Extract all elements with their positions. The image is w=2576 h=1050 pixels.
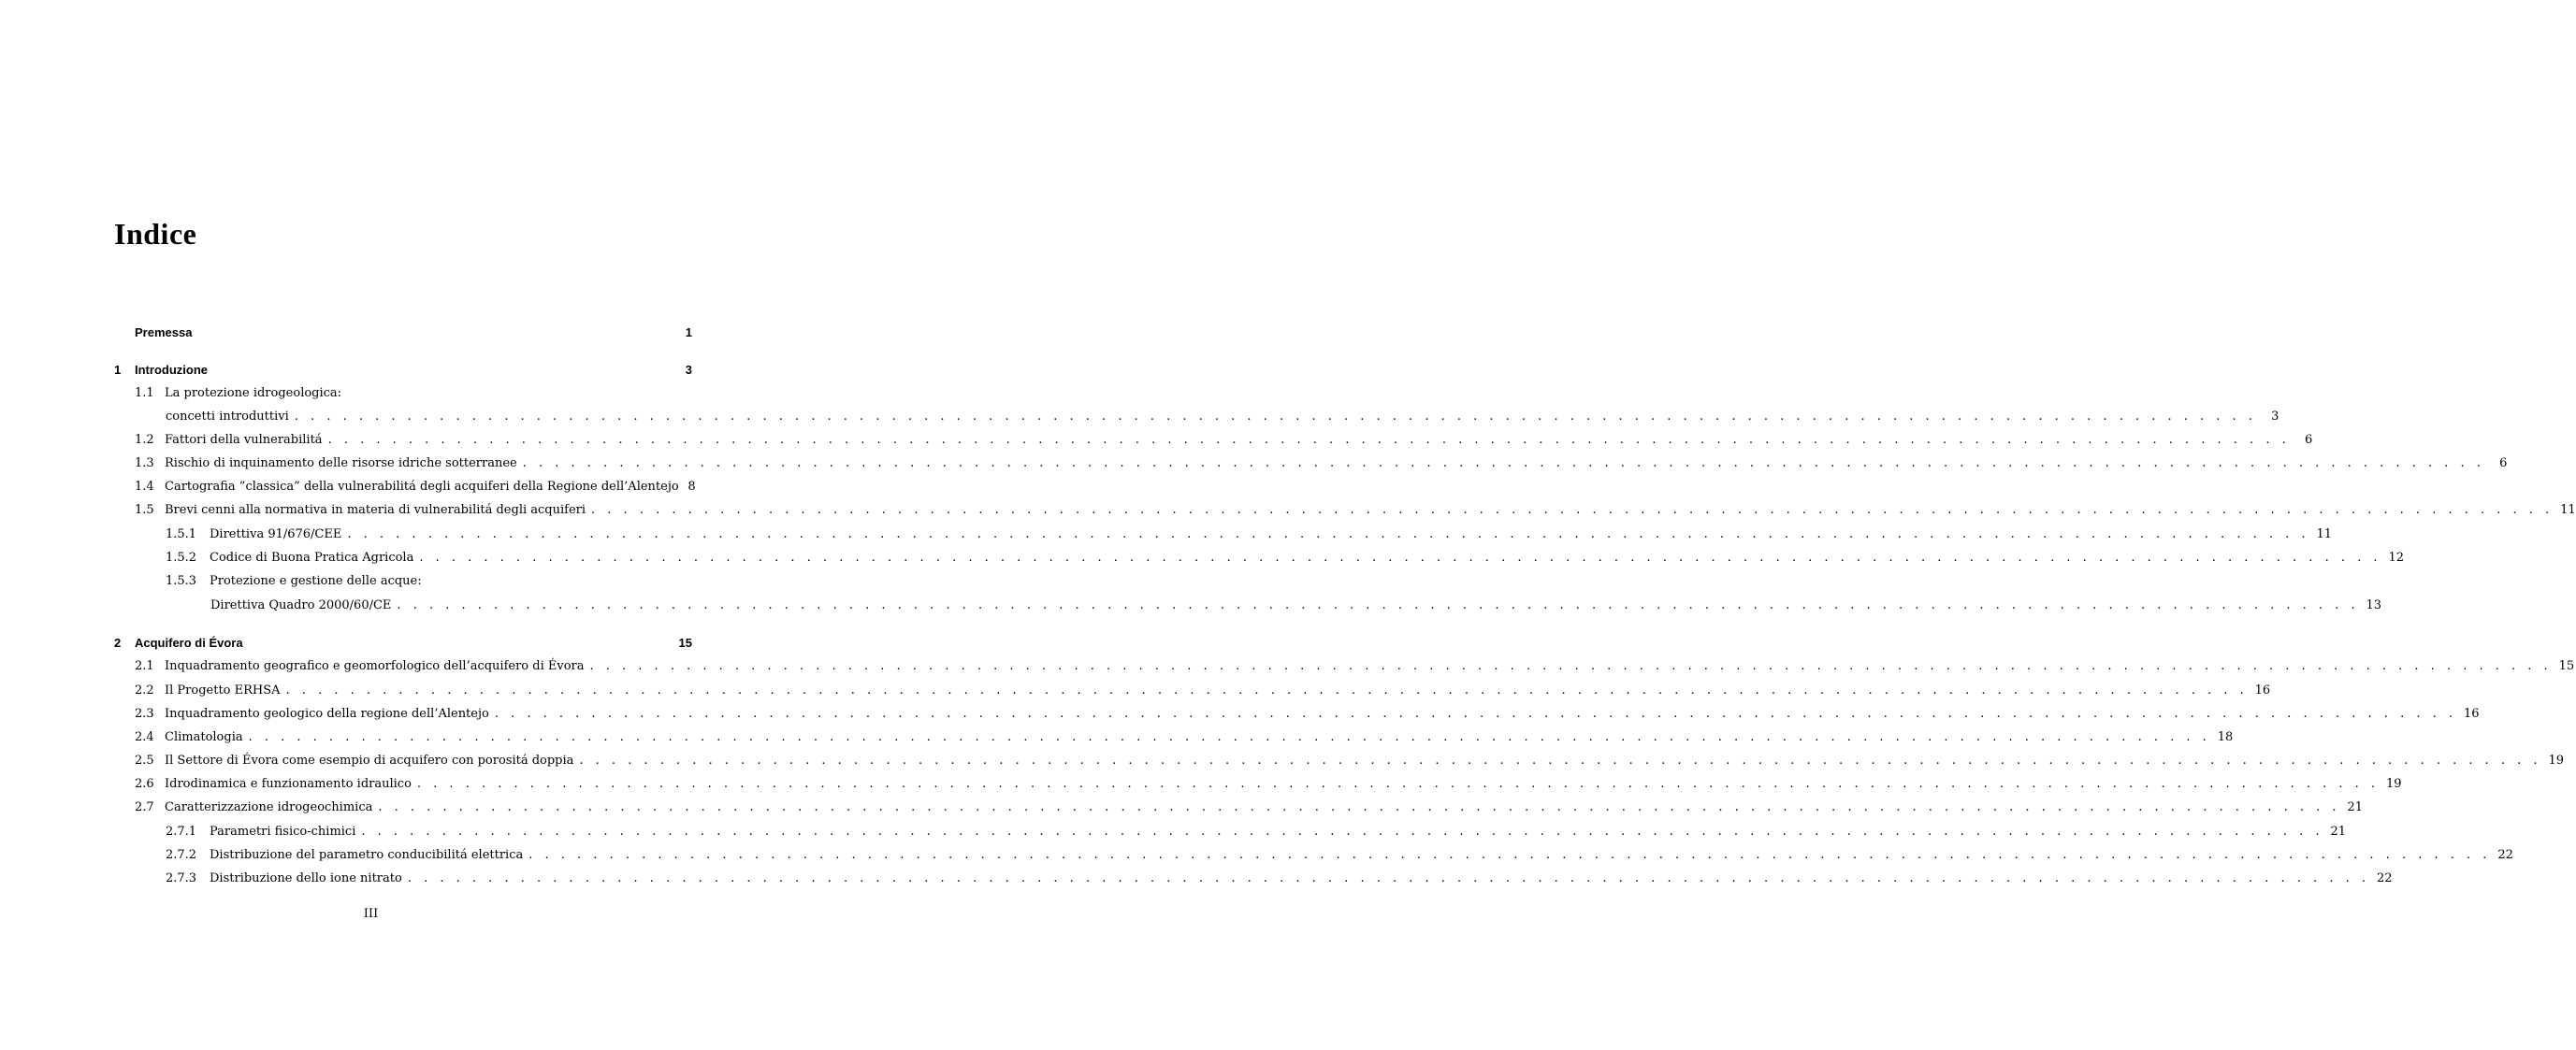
toc-entry-number: 2.5	[135, 754, 154, 768]
toc-entry[interactable]	[114, 433, 2313, 452]
toc-entry-title: Inquadramento geografico e geomorfologico dell’acquifero di Évora	[165, 659, 585, 673]
toc-entry[interactable]	[114, 456, 2508, 475]
toc-entry-page: 1	[685, 325, 692, 339]
toc-entry[interactable]	[114, 551, 2404, 569]
toc-leader-dots: . . . . . . . . . . . . . . . . . . . . . . . . . . . . . . . . . . . . . . . . . . . . . . . . . . . . . . . . . . . . . . . . . . . . . . . . . . . . . . . . . . . . . . . . . . . . . . . . . . . . . . . . . . . . . . . . . . . . . . . . . .	[591, 503, 2554, 517]
toc-entry[interactable]	[114, 636, 692, 654]
toc-entry[interactable]	[114, 777, 2402, 796]
toc-entry-title: Climatologia	[165, 730, 243, 744]
toc-entry-number: 2	[114, 636, 122, 650]
toc-entry-number: 1.2	[135, 433, 154, 447]
toc-entry-page: 21	[2347, 800, 2364, 814]
toc-entry-title: Cartografia ”classica” della vulnerabilitá degli acquiferi della Regione dell’Alentejo	[165, 480, 679, 494]
toc-entry-title: Idrodinamica e funzionamento idraulico	[165, 777, 412, 791]
toc-entry-number: 1.5.2	[166, 551, 197, 565]
toc-entry-page: 16	[2463, 707, 2480, 721]
toc-entry-title: Caratterizzazione idrogeochimica	[165, 800, 373, 814]
toc-entry-page: 21	[2330, 825, 2347, 839]
toc-entry-title: Il Progetto ERHSA	[165, 683, 281, 698]
toc-entry[interactable]	[114, 825, 2347, 843]
toc-entry-number: 1.5.1	[166, 527, 197, 541]
toc-entry-number: 2.7	[135, 800, 154, 814]
toc-entry-number: 2.7.1	[166, 825, 197, 839]
toc-entry-page: 6	[2304, 433, 2313, 447]
toc-leader-dots: . . . . . . . . . . . . . . . . . . . . . . . . . . . . . . . . . . . . . . . . . . . . . . . . . . . . . . . . . . . . . . . . . . . . . . . . . . . . . . . . . . . . . . . . . . . . . . . . . . . . . . . . . . . . . . . . . . . . . . . . . .	[407, 871, 2370, 885]
toc-entry-page: 18	[2217, 730, 2234, 744]
toc-leader-dots: . . . . . . . . . . . . . . . . . . . . . . . . . . . . . . . . . . . . . . . . . . . . . . . . . . . . . . . . . . . . . . . . . . . . . . . . . . . . . . . . . . . . . . . . . . . . . . . . . . . . . . . . . . . . . . . . . . . . . . . . . .	[248, 730, 2211, 744]
page-title: Indice	[114, 217, 197, 251]
toc-entry-page: 6	[2499, 456, 2508, 470]
toc-entry-title: Direttiva Quadro 2000/60/CE	[210, 598, 392, 612]
toc-entry[interactable]	[114, 730, 2234, 749]
toc-entry-page: 8	[687, 480, 696, 494]
toc-entry-title: Brevi cenni alla normativa in materia di vulnerabilitá degli acquiferi	[165, 503, 586, 517]
toc-entry-number: 1.5	[135, 503, 154, 517]
toc-entry-number: 1.3	[135, 456, 154, 470]
toc-entry[interactable]	[114, 659, 2575, 678]
toc-entry-title: Premessa	[135, 325, 193, 339]
toc-entry-title: Parametri fisico-chimici	[210, 825, 356, 839]
toc-entry-number: 2.4	[135, 730, 154, 744]
toc-entry-page: 15	[678, 636, 692, 650]
toc-entry-page: 11	[2316, 527, 2333, 541]
toc-entry-title: Distribuzione dello ione nitrato	[210, 871, 402, 885]
toc-leader-dots: . . . . . . . . . . . . . . . . . . . . . . . . . . . . . . . . . . . . . . . . . . . . . . . . . . . . . . . . . . . . . . . . . . . . . . . . . . . . . . . . . . . . . . . . . . . . . . . . . . . . . . . . . . . . . . . . . . . . . . . . . .	[327, 433, 2291, 447]
toc-entry-number: 2.7.3	[166, 871, 197, 885]
toc-entry-number: 1	[114, 363, 122, 377]
toc-entry-title: Inquadramento geologico della regione dell’Alentejo	[165, 707, 489, 721]
toc-leader-dots: . . . . . . . . . . . . . . . . . . . . . . . . . . . . . . . . . . . . . . . . . . . . . . . . . . . . . . . . . . . . . . . . . . . . . . . . . . . . . . . . . . . . . . . . . . . . . . . . . . . . . . . . . . . . . . . . . . . . . . . . . .	[416, 777, 2380, 791]
toc-entry[interactable]	[114, 363, 692, 381]
toc-leader-dots: . . . . . . . . . . . . . . . . . . . . . . . . . . . . . . . . . . . . . . . . . . . . . . . . . . . . . . . . . . . . . . . . . . . . . . . . . . . . . . . . . . . . . . . . . . . . . . . . . . . . . . . . . . . . . . . . . . . . . . . . . .	[528, 848, 2491, 862]
toc-leader-dots: . . . . . . . . . . . . . . . . . . . . . . . . . . . . . . . . . . . . . . . . . . . . . . . . . . . . . . . . . . . . . . . . . . . . . . . . . . . . . . . . . . . . . . . . . . . . . . . . . . . . . . . . . . . . . . . . . . . . . . . . . .	[494, 707, 2457, 721]
toc-entry-number: 2.7.2	[166, 848, 197, 862]
toc-entry-title: Direttiva 91/676/CEE	[210, 527, 342, 541]
toc-entry-title: Rischio di inquinamento delle risorse idriche sotterranee	[165, 456, 517, 470]
toc-leader-dots: . . . . . . . . . . . . . . . . . . . . . . . . . . . . . . . . . . . . . . . . . . . . . . . . . . . . . . . . . . . . . . . . . . . . . . . . . . . . . . . . . . . . . . . . . . . . . . . . . . . . . . . . . . . . . . . . . . . . . . . . . .	[522, 456, 2485, 470]
toc-entry-page: 19	[2548, 754, 2565, 768]
toc-entry-page: 11	[2560, 503, 2576, 517]
toc-entry[interactable]	[114, 386, 692, 405]
toc-entry-page: 15	[2558, 659, 2575, 673]
toc-leader-dots: . . . . . . . . . . . . . . . . . . . . . . . . . . . . . . . . . . . . . . . . . . . . . . . . . . . . . . . . . . . . . . . . . . . . . . . . . . . . . . . . . . . . . . . . . . . . . . . . . . . . . . . . . . . . . . . . . . . . . . . . . .	[361, 825, 2324, 839]
toc-entry-page: 22	[2497, 848, 2513, 862]
toc-entry-page: 12	[2388, 551, 2404, 565]
toc-entry[interactable]	[114, 410, 2279, 428]
toc-entry-title: La protezione idrogeologica:	[165, 386, 342, 400]
toc-entry-page: 22	[2376, 871, 2393, 885]
toc-entry-page: 16	[2254, 683, 2271, 698]
toc-entry[interactable]	[114, 480, 696, 498]
toc-entry-number: 1.4	[135, 480, 154, 494]
toc-entry-title: Distribuzione del parametro conducibilitá elettrica	[210, 848, 524, 862]
toc-entry-number: 2.3	[135, 707, 154, 721]
toc-entry-number: 2.6	[135, 777, 154, 791]
toc-leader-dots: . . . . . . . . . . . . . . . . . . . . . . . . . . . . . . . . . . . . . . . . . . . . . . . . . . . . . . . . . . . . . . . . . . . . . . . . . . . . . . . . . . . . . . . . . . . . . . . . . . . . . . . . . . . . . . . . . . . . . . . . . .	[378, 800, 2341, 814]
toc-entry-title: concetti introduttivi	[166, 410, 289, 424]
toc-leader-dots: . . . . . . . . . . . . . . . . . . . . . . . . . . . . . . . . . . . . . . . . . . . . . . . . . . . . . . . . . . . . . . . . . . . . . . . . . . . . . . . . . . . . . . . . . . . . . . . . . . . . . . . . . . . . . . . . . . . . . . . . . .	[579, 754, 2542, 768]
toc-entry-title: Introduzione	[135, 363, 208, 377]
toc-entry-number: 2.1	[135, 659, 154, 673]
toc-entry[interactable]	[114, 503, 2576, 522]
toc-leader-dots: . . . . . . . . . . . . . . . . . . . . . . . . . . . . . . . . . . . . . . . . . . . . . . . . . . . . . . . . . . . . . . . . . . . . . . . . . . . . . . . . . . . . . . . . . . . . . . . . . . . . . . . . . . . . . . . . . . . . . . . . . .	[347, 527, 2310, 541]
toc-entry[interactable]	[114, 848, 2513, 867]
toc-entry[interactable]	[114, 871, 2393, 890]
toc-entry[interactable]	[114, 527, 2333, 546]
toc-leader-dots: . . . . . . . . . . . . . . . . . . . . . . . . . . . . . . . . . . . . . . . . . . . . . . . . . . . . . . . . . . . . . . . . . . . . . . . . . . . . . . . . . . . . . . . . . . . . . . . . . . . . . . . . . . . . . . . . . . . . . . . . . .	[294, 410, 2257, 424]
toc-entry[interactable]	[114, 598, 2382, 617]
toc-entry-title: Protezione e gestione delle acque:	[210, 574, 422, 588]
toc-entry[interactable]	[114, 754, 2565, 772]
toc-entry-title: Fattori della vulnerabilitá	[165, 433, 323, 447]
toc-leader-dots: . . . . . . . . . . . . . . . . . . . . . . . . . . . . . . . . . . . . . . . . . . . . . . . . . . . . . . . . . . . . . . . . . . . . . . . . . . . . . . . . . . . . . . . . . . . . . . . . . . . . . . . . . . . . . . . . . . . . . . . . . .	[589, 659, 2553, 673]
toc-entry[interactable]	[114, 325, 692, 344]
toc-entry[interactable]	[114, 683, 2271, 702]
toc-entry-number: 1.5.3	[166, 574, 197, 588]
toc-entry-number: 1.1	[135, 386, 154, 400]
page-number: III	[363, 907, 379, 921]
toc-entry-number: 2.2	[135, 683, 154, 698]
toc-entry[interactable]	[114, 574, 692, 593]
toc-entry[interactable]	[114, 800, 2364, 819]
toc-entry[interactable]	[114, 707, 2480, 726]
toc-leader-dots: . . . . . . . . . . . . . . . . . . . . . . . . . . . . . . . . . . . . . . . . . . . . . . . . . . . . . . . . . . . . . . . . . . . . . . . . . . . . . . . . . . . . . . . . . . . . . . . . . . . . . . . . . . . . . . . . . . . . . . . . . .	[397, 598, 2360, 612]
toc-entry-title: Codice di Buona Pratica Agricola	[210, 551, 414, 565]
toc-entry-page: 3	[2271, 410, 2279, 424]
toc-entry-title: Il Settore di Évora come esempio di acquifero con porositá doppia	[165, 754, 574, 768]
toc-entry-page: 19	[2386, 777, 2402, 791]
toc-entry-page: 13	[2366, 598, 2382, 612]
toc-leader-dots: . . . . . . . . . . . . . . . . . . . . . . . . . . . . . . . . . . . . . . . . . . . . . . . . . . . . . . . . . . . . . . . . . . . . . . . . . . . . . . . . . . . . . . . . . . . . . . . . . . . . . . . . . . . . . . . . . . . . . . . . . .	[285, 683, 2249, 698]
toc-entry-title: Acquifero di Évora	[135, 636, 243, 650]
toc-entry-page: 3	[685, 363, 692, 377]
toc-leader-dots: . . . . . . . . . . . . . . . . . . . . . . . . . . . . . . . . . . . . . . . . . . . . . . . . . . . . . . . . . . . . . . . . . . . . . . . . . . . . . . . . . . . . . . . . . . . . . . . . . . . . . . . . . . . . . . . . . . . . . . . . . .	[419, 551, 2381, 565]
